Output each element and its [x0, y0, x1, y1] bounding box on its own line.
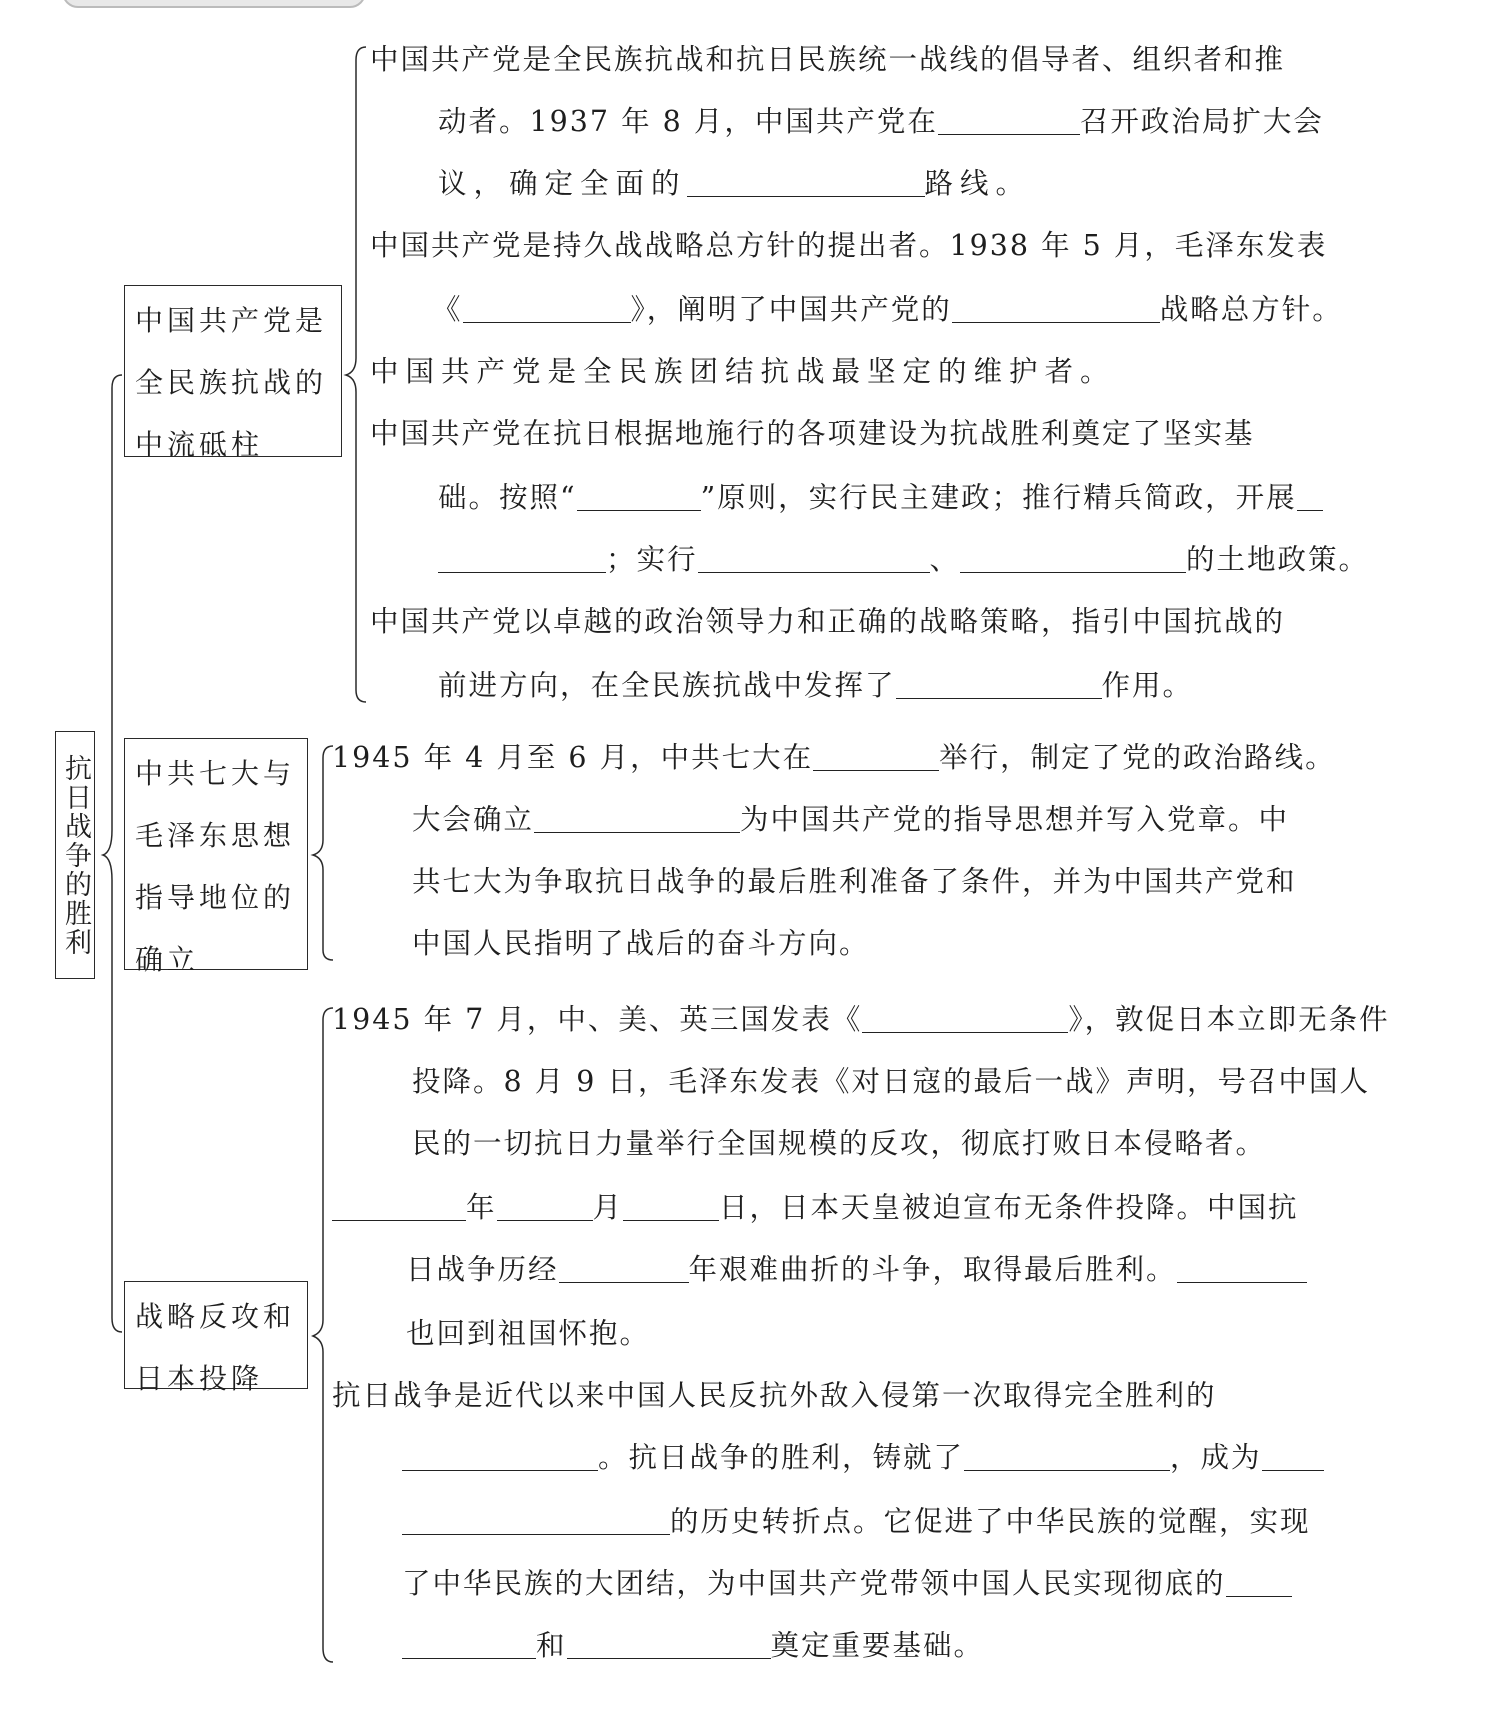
text-line: 议，确定全面的 路线。	[438, 167, 1032, 200]
text-line: 大会确立 为中国共产党的指导思想并写入党章。中	[412, 803, 1290, 836]
text-line: ；实行 、 的土地政策。	[438, 540, 1369, 580]
text-line: 的历史转折点。它促进了中华民族的觉醒，实现	[402, 1502, 1311, 1542]
text-line: 础。按照“ ”原则，实行民主建政；推行精兵简政，开展	[438, 478, 1323, 518]
text-line: 1945 年 4 月至 6 月，中共七大在 举行，制定了党的政治路线。	[332, 741, 1336, 774]
text-line: 了中华民族的大团结，为中国共产党带领中国人民实现彻底的	[402, 1564, 1292, 1604]
text-line: 和 奠定重要基础。	[402, 1626, 984, 1666]
fill-in-blank[interactable]	[463, 294, 631, 323]
text-line: 抗日战争是近代以来中国人民反抗外敌入侵第一次取得完全胜利的	[332, 1379, 1217, 1412]
text-line: 日战争历经 年艰难曲折的斗争，取得最后胜利。	[406, 1250, 1307, 1290]
text-line: 共七大为争取抗日战争的最后胜利准备了条件，并为中国共产党和	[412, 865, 1297, 898]
text-line: 动者。1937 年 8 月，中国共产党在 召开政治局扩大会	[438, 105, 1324, 138]
text-line: 投降。8 月 9 日，毛泽东发表《对日寇的最后一战》声明，号召中国人	[412, 1065, 1370, 1098]
text-line: 中国人民指明了战后的奋斗方向。	[412, 927, 870, 960]
fill-in-blank[interactable]	[567, 1630, 771, 1659]
fill-in-blank[interactable]	[1262, 1442, 1324, 1471]
text-line: 中国共产党是全民族团结抗战最坚定的维护者。	[370, 355, 1116, 388]
fill-in-blank[interactable]	[402, 1630, 536, 1659]
text-line: 中国共产党以卓越的政治领导力和正确的战略策略，指引中国抗战的	[370, 605, 1286, 638]
fill-in-blank[interactable]	[1226, 1568, 1292, 1597]
topic-box-3	[124, 1281, 308, 1395]
fill-in-blank[interactable]	[687, 168, 925, 197]
text-line: 年 月 日，日本天皇被迫宣布无条件投降。中国抗	[332, 1188, 1299, 1228]
fill-in-blank[interactable]	[952, 294, 1160, 323]
fill-in-blank[interactable]	[623, 1192, 719, 1221]
text-line: 《 》，阐明了中国共产党的 战略总方针。	[432, 293, 1343, 326]
fill-in-blank[interactable]	[964, 1442, 1170, 1471]
fill-in-blank[interactable]	[938, 106, 1080, 135]
topic-box-1	[124, 285, 342, 461]
text-line: 中国共产党在抗日根据地施行的各项建设为抗战胜利奠定了坚实基	[370, 417, 1255, 450]
topic-label-1: 中国共产党是全民族抗战的中流砥柱	[135, 304, 328, 461]
fill-in-blank[interactable]	[497, 1192, 593, 1221]
text-line: 也回到祖国怀抱。	[406, 1317, 651, 1350]
fill-in-blank[interactable]	[960, 544, 1186, 573]
topic-label-3: 战略反攻和日本投降	[135, 1300, 296, 1395]
fill-in-blank[interactable]	[862, 1004, 1068, 1033]
fill-in-blank[interactable]	[813, 742, 939, 771]
fill-in-blank[interactable]	[577, 482, 701, 511]
text-line: 中国共产党是持久战战略总方针的提出者。1938 年 5 月，毛泽东发表	[370, 229, 1328, 262]
fill-in-blank[interactable]	[1297, 482, 1323, 511]
text-line: 民的一切抗日力量举行全国规模的反攻，彻底打败日本侵略者。	[412, 1127, 1267, 1160]
fill-in-blank[interactable]	[1177, 1254, 1307, 1283]
root-topic-box	[55, 731, 95, 979]
text-line: 前进方向，在全民族抗战中发挥了 作用。	[438, 669, 1194, 702]
text-line: 1945 年 7 月，中、美、英三国发表《 》，敦促日本立即无条件	[332, 1003, 1390, 1036]
fill-in-blank[interactable]	[896, 670, 1102, 699]
fill-in-blank[interactable]	[402, 1506, 670, 1535]
fill-in-blank[interactable]	[402, 1442, 598, 1471]
fill-in-blank[interactable]	[332, 1192, 466, 1221]
page-top-tab	[62, 0, 366, 8]
text-line: 。抗日战争的胜利，铸就了 ，成为	[402, 1438, 1324, 1478]
fill-in-blank[interactable]	[534, 804, 740, 833]
fill-in-blank[interactable]	[438, 544, 606, 573]
root-label: 抗日战争的胜利	[60, 753, 91, 957]
fill-in-blank[interactable]	[698, 544, 930, 573]
topic-label-2: 中共七大与毛泽东思想指导地位的确立	[135, 757, 296, 976]
fill-in-blank[interactable]	[559, 1254, 689, 1283]
text-line: 中国共产党是全民族抗战和抗日民族统一战线的倡导者、组织者和推	[370, 43, 1286, 76]
topic-box-2	[124, 738, 308, 976]
